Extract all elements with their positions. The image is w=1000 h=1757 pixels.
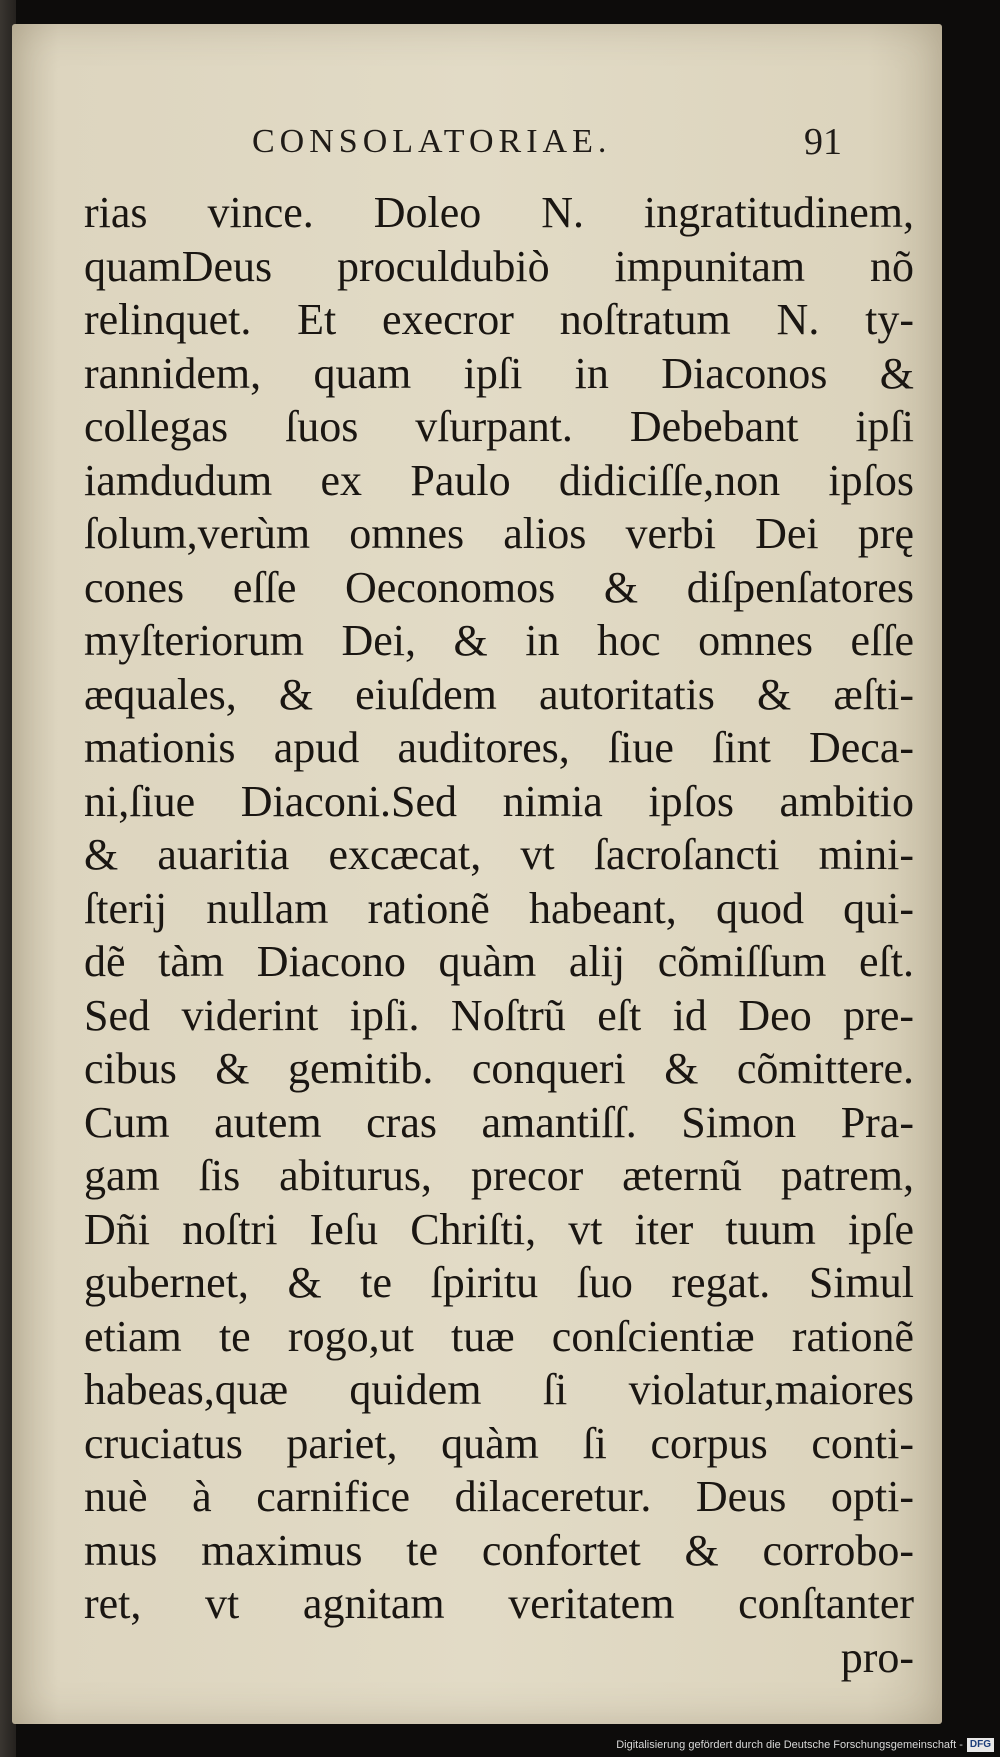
text-line: gubernet, & te ſpiritu ſuo regat. Simul: [84, 1258, 914, 1307]
text-line: gam ſis abiturus, precor æternũ patrem,: [84, 1151, 914, 1200]
text-line: myſteriorum Dei, & in hoc omnes eſſe: [84, 616, 914, 665]
book-page: [12, 24, 942, 1724]
text-line: etiam te rogo,ut tuæ conſcientiæ rationẽ: [84, 1311, 914, 1361]
text-line: ſolum,verùm omnes alios verbi Dei prę: [84, 509, 914, 558]
text-line: nuè à carnifice dilaceretur. Deus opti-: [84, 1472, 914, 1521]
text-line: ni,ſiue Diaconi.Sed nimia ipſos ambitio: [84, 776, 914, 826]
body-text: [84, 186, 914, 1684]
text-line: Cum autem cras amantiſſ. Simon Pra-: [84, 1097, 914, 1147]
text-line: habeas,quæ quidem ſi violatur,maiores: [84, 1365, 914, 1414]
text-line: iamdudum ex Paulo didiciſſe,non ipſos: [84, 455, 914, 505]
text-line: cibus & gemitib. conqueri & cõmittere.: [84, 1044, 914, 1093]
running-head: CONSOLATORIAE.: [252, 123, 612, 160]
text-line: collegas ſuos vſurpant. Debebant ipſi: [84, 402, 914, 451]
text-line: cruciatus pariet, quàm ſi corpus conti-: [84, 1418, 914, 1468]
text-line: ret, vt agnitam veritatem conſtanter: [84, 1579, 914, 1628]
text-line: rannidem, quam ipſi in Diaconos &: [84, 348, 914, 398]
text-line: æquales, & eiuſdem autoritatis & æſti-: [84, 669, 914, 719]
text-line: & auaritia excæcat, vt ſacroſancti mini-: [84, 830, 914, 879]
text-line: dẽ tàm Diacono quàm alij cõmiſſum eſt.: [84, 937, 914, 986]
credit-text: Digitalisierung gefördert durch die Deutsche Forschungsgemeinschaft -: [616, 1739, 963, 1751]
text-line: mus maximus te confortet & corrobo-: [84, 1525, 914, 1575]
catchword: pro-: [840, 1632, 914, 1682]
text-line: quamDeus proculdubiò impunitam nõ: [84, 241, 914, 291]
text-line: Dñi noſtri Ieſu Chriſti, vt iter tuum ipſe: [84, 1204, 914, 1254]
text-line: mationis apud auditores, ſiue ſint Deca-: [84, 723, 914, 772]
text-line: ſterij nullam rationẽ habeant, quod qui-: [84, 883, 914, 933]
text-line: cones eſſe Oeconomos & diſpenſatores: [84, 562, 914, 612]
digitization-credit: [616, 1736, 994, 1754]
page-header: [252, 112, 872, 172]
text-line: rias vince. Doleo N. ingratitudinem,: [84, 188, 914, 237]
dfg-logo: DFG: [967, 1738, 994, 1752]
text-line: Sed viderint ipſi. Noſtrũ eſt id Deo pre-: [84, 990, 914, 1040]
text-line: relinquet. Et execror noſtratum N. ty-: [84, 295, 914, 344]
page-number: 91: [804, 121, 842, 163]
